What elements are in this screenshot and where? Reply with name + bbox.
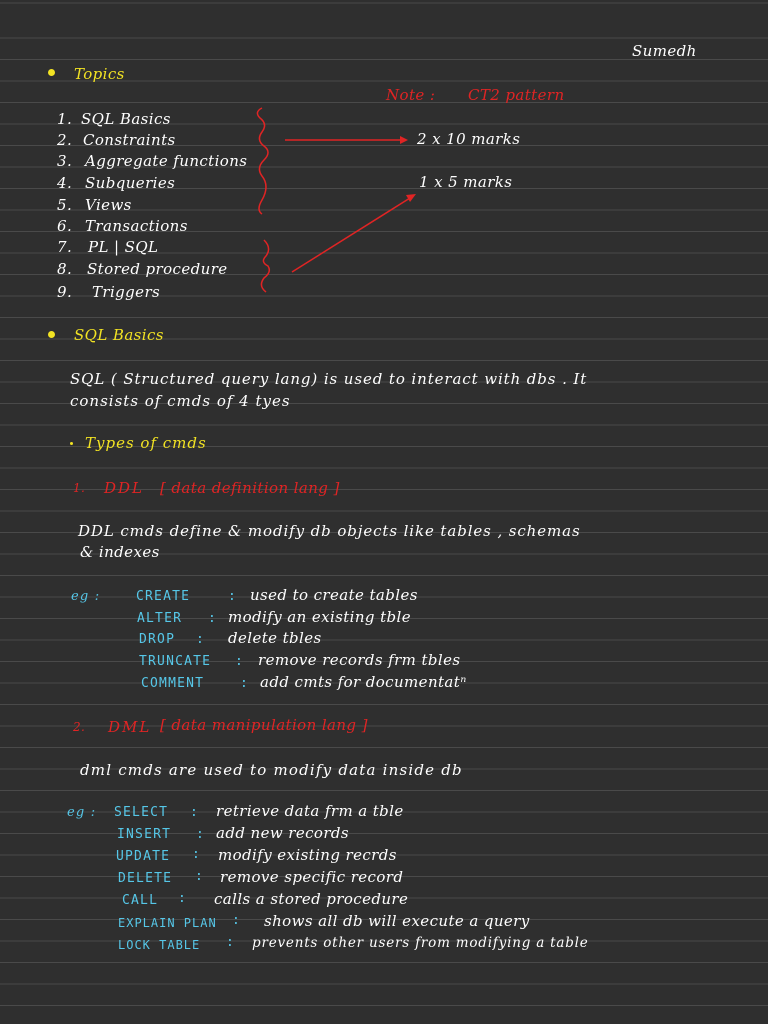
command-name: EXPLAIN PLAN — [118, 916, 217, 930]
command-separator: : — [228, 589, 238, 604]
command-separator: : — [240, 676, 250, 691]
ddl-title: DDL — [104, 479, 145, 497]
command-separator: : — [190, 805, 200, 820]
command-description: shows all db will execute a query — [264, 912, 530, 930]
topic-num: 8. — [57, 260, 73, 278]
topic-num: 5. — [57, 196, 73, 214]
command-description: add new records — [216, 824, 350, 842]
ddl-description: DDL cmds define & modify db objects like tables , schemas — [78, 522, 581, 540]
command-name: ALTER — [137, 611, 183, 626]
command-separator: : — [178, 891, 188, 906]
ddl-full-name: [ data definition lang ] — [160, 479, 340, 497]
command-separator: : — [196, 632, 206, 647]
note-label: Note : — [386, 86, 436, 104]
bullet-icon — [70, 442, 73, 445]
dml-full-name: [ data manipulation lang ] — [160, 716, 368, 734]
command-separator: : — [235, 654, 245, 669]
ddl-num: 1. — [73, 481, 86, 495]
command-description: used to create tables — [250, 586, 418, 604]
command-description: retrieve data frm a tble — [216, 802, 404, 820]
command-separator: : — [208, 611, 218, 626]
command-name: CREATE — [136, 589, 191, 604]
command-description: remove specific record — [220, 868, 404, 886]
command-description: calls a stored procedure — [214, 890, 409, 908]
command-name: UPDATE — [116, 849, 171, 864]
sql-basics-heading: SQL Basics — [74, 326, 164, 344]
topic-label: Constraints — [83, 131, 176, 149]
topic-label: Transactions — [85, 217, 188, 235]
command-description: prevents other users from modifying a table — [252, 935, 589, 951]
topic-num: 7. — [57, 238, 73, 256]
topic-label: PL | SQL — [88, 238, 159, 256]
ddl-description: & indexes — [80, 543, 160, 561]
command-name: SELECT — [114, 805, 169, 820]
command-description: modify existing recrds — [218, 846, 397, 864]
topic-label: Triggers — [92, 283, 161, 301]
intro-line: SQL ( Structured query lang) is used to interact with dbs . It — [70, 370, 588, 388]
command-separator: : — [195, 869, 205, 884]
command-separator: : — [196, 827, 206, 842]
topic-num: 3. — [57, 152, 73, 170]
command-description: delete tbles — [228, 629, 322, 647]
topic-label: Aggregate functions — [85, 152, 248, 170]
command-separator: : — [232, 913, 242, 928]
topic-label: SQL Basics — [81, 110, 171, 128]
dml-num: 2. — [73, 720, 86, 734]
command-name: TRUNCATE — [139, 654, 212, 669]
topic-label: Views — [85, 196, 132, 214]
dml-title: DML — [108, 718, 152, 736]
eg-label: eg : — [67, 805, 97, 820]
command-name: CALL — [122, 893, 159, 908]
command-separator: : — [226, 935, 236, 950]
command-name: DELETE — [118, 871, 173, 886]
command-description: modify an existing tble — [228, 608, 412, 626]
dml-description: dml cmds are used to modify data inside db — [80, 761, 463, 779]
topic-num: 4. — [57, 174, 73, 192]
command-name: COMMENT — [141, 676, 205, 691]
topic-label: Subqueries — [85, 174, 176, 192]
command-name: DROP — [139, 632, 176, 647]
topics-heading: Topics — [74, 65, 125, 83]
eg-label: eg : — [71, 589, 101, 604]
topic-label: Stored procedure — [87, 260, 228, 278]
author-name: Sumedh — [632, 42, 697, 60]
bullet-icon — [48, 331, 55, 338]
topic-num: 6. — [57, 217, 73, 235]
marks-annotation: 2 x 10 marks — [417, 130, 521, 148]
marks-annotation: 1 x 5 marks — [419, 173, 513, 191]
command-separator: : — [192, 847, 202, 862]
topic-num: 2. — [57, 131, 73, 149]
topic-num: 9. — [57, 283, 73, 301]
types-heading: Types of cmds — [85, 434, 207, 452]
command-name: LOCK TABLE — [118, 938, 201, 952]
note-text: CT2 pattern — [468, 86, 565, 104]
intro-line: consists of cmds of 4 tyes — [70, 392, 291, 410]
command-name: INSERT — [117, 827, 172, 842]
command-description: remove records frm tbles — [258, 651, 461, 669]
command-description: add cmts for documentatⁿ — [260, 673, 467, 691]
topic-num: 1. — [57, 110, 73, 128]
